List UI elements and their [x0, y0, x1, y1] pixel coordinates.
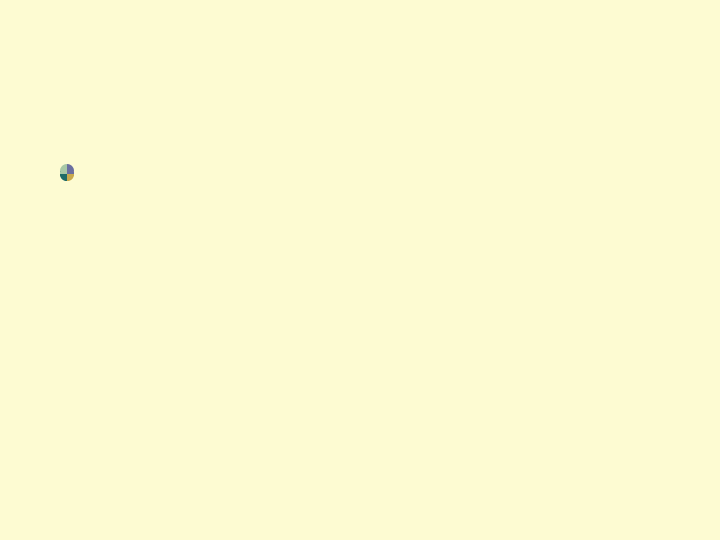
top-decor-band: [0, 8, 720, 32]
quartered-circle-icon: [60, 167, 74, 181]
bottom-decor-band: [0, 530, 720, 540]
bullet-list: [60, 157, 700, 160]
